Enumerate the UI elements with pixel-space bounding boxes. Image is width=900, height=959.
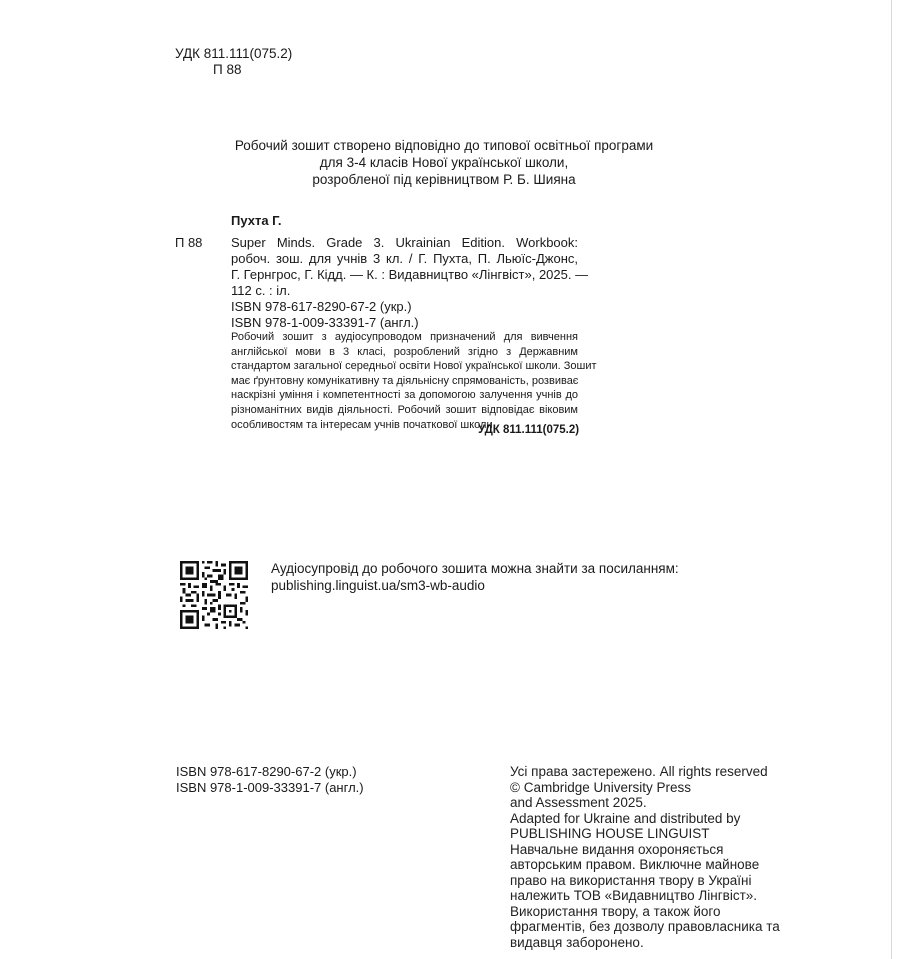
udk-header	[175, 46, 292, 78]
annotation-line: стандартом загальної середньої освіти Нової української школи. Зошит	[231, 360, 597, 373]
qr-code-icon[interactable]	[180, 561, 248, 629]
copyright-line: PUBLISHING HOUSE LINGUIST	[510, 826, 710, 841]
copyright-line: and Assessment 2025.	[510, 795, 647, 810]
copyright-line: право на використання твору в Україні	[510, 872, 752, 888]
catalog-isbn-eng: ISBN 978-1-009-33391-7 (англ.)	[231, 315, 419, 330]
annotation-line: Робочий зошит з аудіосупроводом призначений для вивчення	[231, 331, 578, 343]
isbn-ukr: ISBN 978-617-8290-67-2 (укр.)	[176, 764, 357, 779]
audio-link[interactable]: publishing.linguist.ua/sm3-wb-audio	[271, 578, 485, 593]
catalog-author: Пухта Г.	[231, 213, 282, 228]
catalog-shelf-mark: П 88	[175, 235, 203, 250]
annotation-line: різноманітних видів діяльності. Робочий зошит відповідає віковим	[231, 403, 578, 416]
annotation-line: наскрізні уміння і компетентності за допомогою залучення учнів до	[231, 389, 578, 402]
isbn-block	[176, 764, 364, 795]
copyright-line: видавця заборонено.	[510, 934, 644, 950]
isbn-eng: ISBN 978-1-009-33391-7 (англ.)	[176, 779, 364, 795]
copyright-notice	[510, 764, 780, 950]
page-edge	[891, 0, 892, 959]
annotation-line: особливостям та інтересам учнів початкової школи.	[231, 418, 496, 431]
program-note-line: розробленої під керівництвом Р. Б. Шияна	[312, 172, 576, 187]
annotation-line: має ґрунтовну комунікативну та діяльнісну спрямованість, розвиває	[231, 374, 579, 387]
copyright-line: авторським правом. Виключне майнове	[510, 857, 760, 872]
copyright-line: фрагментів, без дозволу правовласника та	[510, 919, 780, 934]
program-note	[200, 137, 688, 188]
audio-info	[271, 560, 679, 594]
udk-code: УДК 811.111(075.2)	[175, 46, 293, 61]
catalog-isbn-ukr: ISBN 978-617-8290-67-2 (укр.)	[231, 299, 412, 314]
copyright-line: Adapted for Ukraine and distributed by	[510, 810, 741, 826]
annotation	[231, 330, 597, 432]
copyright-line: Усі права застережено. All rights reserved	[510, 764, 768, 779]
annotation-line: англійської мови в 3 класі, розроблений згідно з Державним	[231, 345, 578, 358]
biblio-line: Super Minds. Grade 3. Ukrainian Edition. Workbook:	[231, 235, 578, 250]
copyright-line: Навчальне видання охороняється	[510, 841, 724, 857]
copyright-line: належить ТОВ «Видавництво Лінгвіст».	[510, 888, 758, 903]
biblio-line: 112 с. : іл.	[231, 283, 291, 298]
program-note-line: для 3-4 класів Нової української школи,	[319, 155, 569, 170]
biblio-line: робоч. зош. для учнів 3 кл. / Г. Пухта, П. Льюїс-Джонс,	[231, 251, 578, 266]
catalog-bibliographic-description	[231, 235, 589, 331]
udk-footer-code: УДК 811.111(075.2)	[478, 424, 580, 436]
audio-description: Аудіосупровід до робочого зошита можна знайти за посиланням:	[271, 561, 679, 576]
author-mark: П 88	[213, 62, 242, 77]
biblio-line: Г. Гернгрос, Г. Кідд. — К. : Видавництво «Лінгвіст», 2025. —	[231, 267, 589, 282]
copyright-line: Використання твору, а також його	[510, 903, 721, 919]
copyright-line: © Cambridge University Press	[510, 779, 691, 795]
program-note-line: Робочий зошит створено відповідно до типової освітньої програми	[234, 138, 654, 153]
